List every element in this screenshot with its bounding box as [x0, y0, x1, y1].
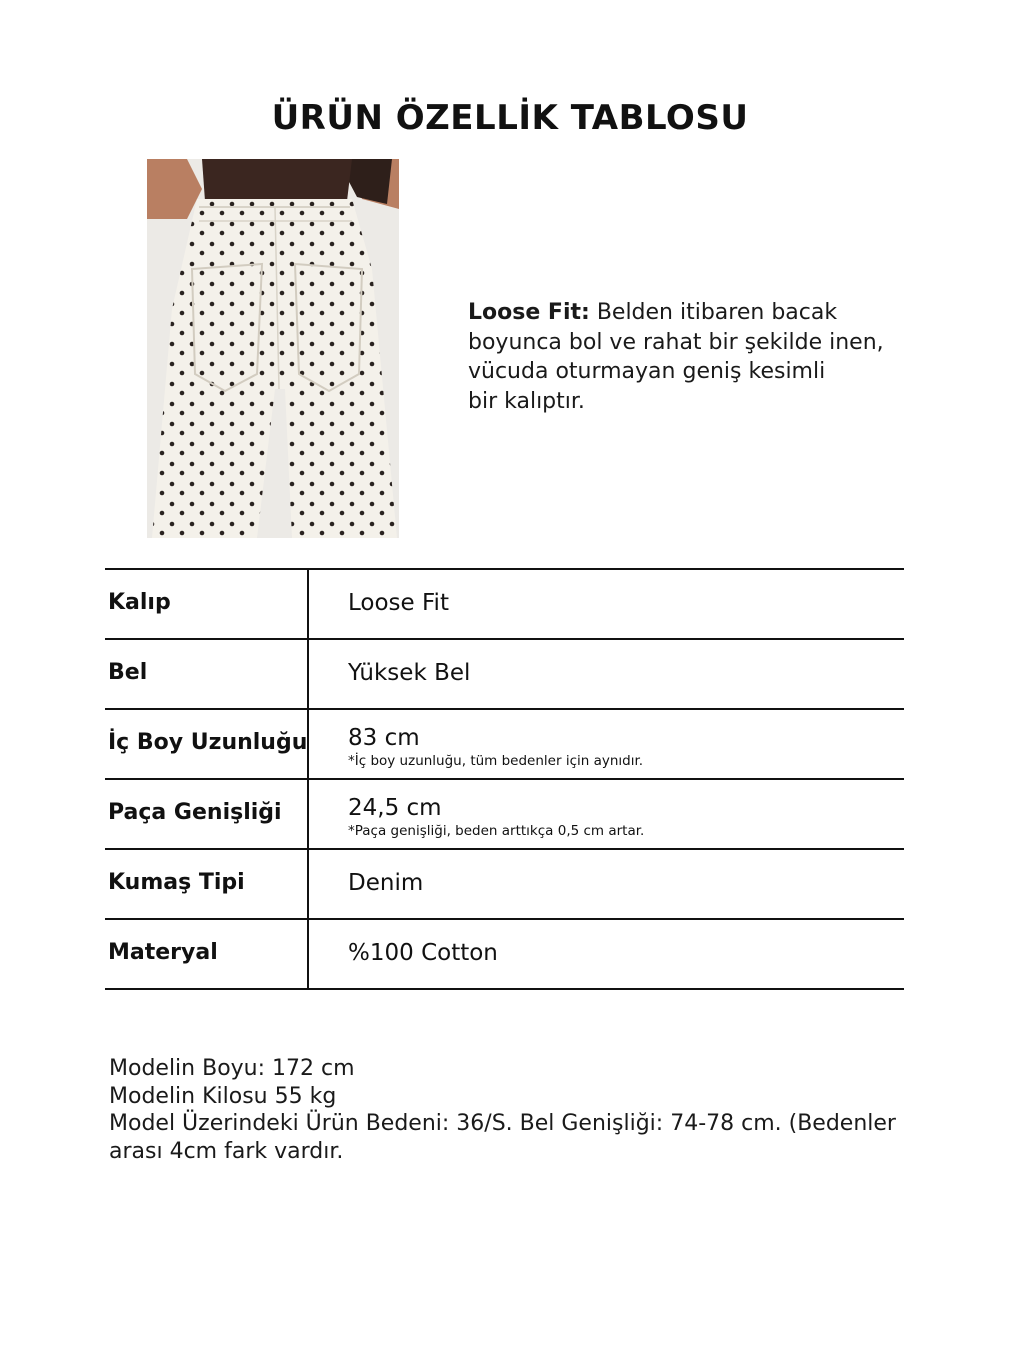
spec-label: İç Boy Uzunluğu — [108, 730, 308, 755]
column-divider — [307, 710, 309, 778]
model-height: Modelin Boyu: 172 cm — [109, 1056, 355, 1081]
spec-value: 24,5 cm — [348, 795, 442, 821]
spec-row-kalip — [105, 570, 904, 640]
column-divider — [307, 640, 309, 708]
fit-description — [468, 298, 938, 416]
polka-dot-trousers-image — [147, 159, 399, 538]
spec-row-bel — [105, 640, 904, 710]
spec-label: Bel — [108, 660, 148, 685]
column-divider — [307, 920, 309, 988]
model-size-line-2: arası 4cm fark vardır. — [109, 1138, 344, 1164]
spec-row-materyal — [105, 920, 904, 990]
spec-value: Denim — [348, 870, 424, 896]
spec-note: *İç boy uzunluğu, tüm bedenler için aynıdır. — [348, 753, 644, 769]
description-line-4: bir kalıptır. — [468, 388, 585, 414]
description-text-1: Belden itibaren bacak — [596, 300, 838, 325]
spec-label: Paça Genişliği — [108, 800, 282, 825]
spec-value: Yüksek Bel — [348, 660, 471, 686]
spec-value: 83 cm — [348, 725, 420, 751]
description-line-2: boyunca bol ve rahat bir şekilde inen, — [468, 329, 884, 355]
spec-table — [105, 568, 904, 990]
description-line-1 — [468, 298, 938, 328]
model-size-line-1: Model Üzerindeki Ürün Bedeni: 36/S. Bel Genişliği: 74-78 cm. (Bedenler — [109, 1111, 896, 1136]
description-line-3: vücuda oturmayan geniş kesimli — [468, 359, 826, 384]
spec-row-kumas — [105, 850, 904, 920]
spec-value: %100 Cotton — [348, 940, 498, 966]
model-weight: Modelin Kilosu 55 kg — [109, 1083, 337, 1109]
spec-row-ic-boy — [105, 710, 904, 780]
spec-row-paca — [105, 780, 904, 850]
spec-label: Materyal — [108, 940, 218, 965]
spec-note: *Paça genişliği, beden arttıkça 0,5 cm artar. — [348, 823, 645, 839]
product-photo — [147, 159, 399, 538]
description-label: Loose Fit: — [468, 300, 590, 325]
spec-label: Kalıp — [108, 590, 171, 615]
column-divider — [307, 850, 309, 918]
spec-label: Kumaş Tipi — [108, 870, 245, 895]
column-divider — [307, 570, 309, 638]
model-info — [109, 1055, 899, 1165]
column-divider — [307, 780, 309, 848]
page-title: ÜRÜN ÖZELLİK TABLOSU — [271, 98, 749, 138]
spec-value: Loose Fit — [348, 590, 449, 616]
